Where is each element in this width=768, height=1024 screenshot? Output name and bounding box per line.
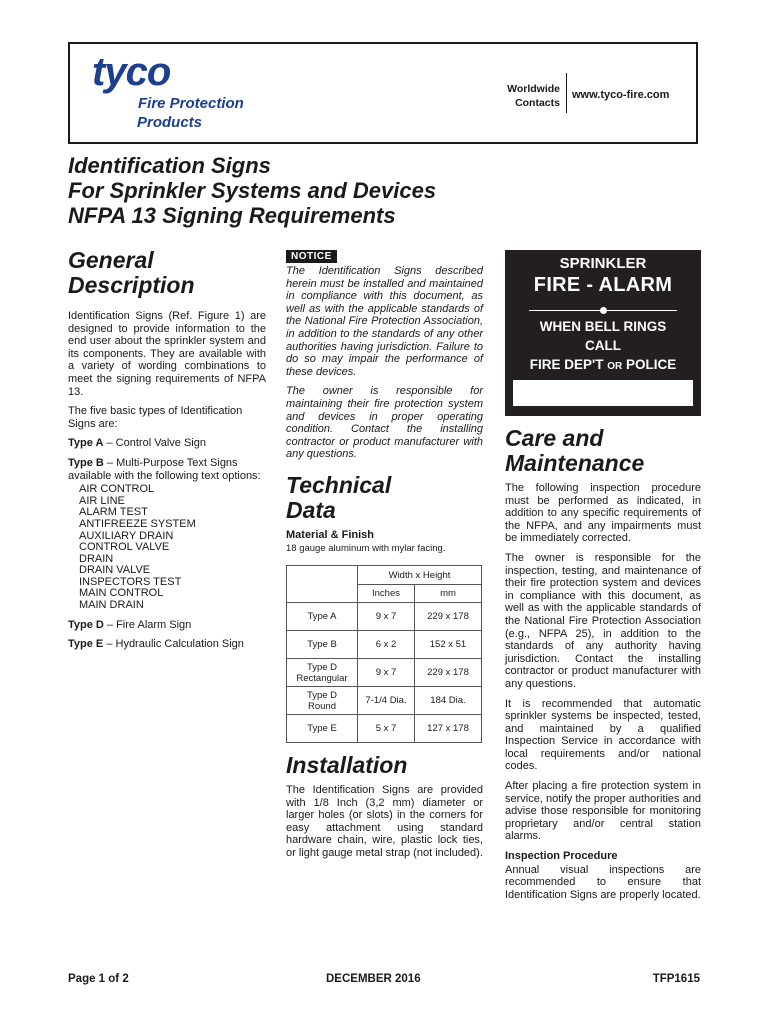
care-maintenance-heading <box>505 426 701 476</box>
installation-heading: Installation <box>286 752 408 779</box>
text-options-list <box>79 484 266 612</box>
title-line-2: For Sprinkler Systems and Devices <box>68 178 437 203</box>
sign-blank-panel <box>513 380 693 406</box>
logo-line-1: Fire Protection <box>138 95 244 112</box>
column-middle <box>286 250 483 867</box>
heading-line-1: Technical <box>286 471 392 498</box>
table-cell-mm: 184 Dia. <box>415 687 482 715</box>
notice-para-2: The owner is responsible for maintaining their fire protection system and devices in proper operating condition. Contact the installing contractor or product manufacturer with any questions. <box>286 385 483 461</box>
header-divider <box>566 73 567 113</box>
heading-line-1: General <box>68 247 154 273</box>
table-row <box>287 631 482 659</box>
type-e-line <box>68 638 266 651</box>
sign-line-3: WHEN BELL RINGS <box>539 319 667 334</box>
type-b-label: Type B <box>68 456 104 469</box>
type-a-label: Type A <box>68 437 104 450</box>
table-cell-mm: 127 x 178 <box>415 715 482 743</box>
table-group-header: Width x Height <box>358 566 482 585</box>
type-d-text: – Fire Alarm Sign <box>103 618 192 631</box>
sign-text-fire-dept: FIRE DEP'T <box>529 357 608 372</box>
column-right <box>505 250 701 908</box>
table-header-mm: mm <box>415 585 482 603</box>
sign-text-police: POLICE <box>622 357 677 372</box>
footer-page: Page 1 of 2 <box>68 973 129 985</box>
list-item: DRAIN <box>79 552 114 565</box>
notice-tag: NOTICE <box>286 250 337 263</box>
footer-date: DECEMBER 2016 <box>326 973 421 985</box>
table-row <box>287 603 482 631</box>
table-row <box>287 566 482 585</box>
table-corner-cell <box>287 566 358 603</box>
list-item: AIR LINE <box>79 494 125 507</box>
heading-line-2: Data <box>286 496 336 523</box>
list-item: DRAIN VALVE <box>79 564 151 577</box>
logo-line-2: Products <box>137 114 203 131</box>
sign-line-2: FIRE - ALARM <box>533 274 673 296</box>
care-para-1: The following inspection procedure must be performed as indicated, in addition to any specific requirements of the NFPA, and any impairments must be immediately corrected. <box>505 482 701 545</box>
care-para-3: It is recommended that automatic sprinkler systems be inspected, tested, and maintained by a qualified Inspection Service in accordance with local requirements and/or national codes. <box>505 697 701 773</box>
table-cell-inches: 5 x 7 <box>358 715 415 743</box>
website-link[interactable]: www.tyco-fire.com <box>572 89 670 101</box>
type-d-label: Type D <box>68 618 104 631</box>
table-cell-inches: 9 x 7 <box>358 603 415 631</box>
table-cell-type: Type B <box>287 631 358 659</box>
notice-para-1: The Identification Signs described herein must be installed and maintained in compliance with this document, as well as with the applicable standards of the National Fire Protection Association, in addition to the standards of any other authorities having jurisdiction. Failure to do so may impair the performance of these devices. <box>286 265 483 378</box>
footer-code: TFP1615 <box>652 973 700 985</box>
worldwide-contacts-label <box>490 82 560 110</box>
type-d-line <box>68 619 266 632</box>
care-para-4: After placing a fire protection system in service, notify the proper authorities and advise those responsible for monitoring proprietary and/or central station alarms. <box>505 780 701 843</box>
table-cell-mm: 229 x 178 <box>415 603 482 631</box>
general-para-1: Identification Signs (Ref. Figure 1) are designed to provide information to the end user about the sprinkler system and its components. They are available with a variety of wording combinations to meet the signing requirements of NFPA 13. <box>68 310 266 398</box>
list-item: INSPECTORS TEST <box>79 575 182 588</box>
table-header-inches: Inches <box>358 585 415 603</box>
title-line-3: NFPA 13 Signing Requirements <box>68 203 396 228</box>
dimensions-table <box>286 565 482 743</box>
header-box <box>68 42 698 144</box>
list-item: ALARM TEST <box>79 506 148 519</box>
type-a-text: – Control Valve Sign <box>103 437 206 450</box>
list-item: MAIN CONTROL <box>79 587 164 600</box>
material-finish-heading: Material & Finish <box>286 528 375 541</box>
logo-subtitle <box>138 94 244 132</box>
worldwide-line-1: Worldwide <box>507 83 560 95</box>
table-row <box>287 715 482 743</box>
care-para-5: Annual visual inspections are recommended to ensure that Identification Signs are properly located. <box>505 863 701 901</box>
technical-data-heading <box>286 473 483 523</box>
general-para-2: The five basic types of Identification Signs are: <box>68 405 243 430</box>
type-e-text: – Hydraulic Calculation Sign <box>103 638 244 651</box>
table-cell-type: Type A <box>287 603 358 631</box>
type-e-label: Type E <box>68 638 104 651</box>
type-b-line <box>68 457 266 482</box>
installation-para: The Identification Signs are provided with 1/8 Inch (3,2 mm) diameter or larger holes (or slots) in the corners for easy attachment using standard hardware chain, wire, plastic lock ties, or light gauge metal strap (not included). <box>286 784 483 860</box>
table-cell-mm: 152 x 51 <box>415 631 482 659</box>
document-title <box>68 153 436 228</box>
title-line-1: Identification Signs <box>68 153 271 178</box>
table-cell-type: Type E <box>287 715 358 743</box>
table-cell-mm: 229 x 178 <box>415 659 482 687</box>
general-description-heading <box>68 248 266 298</box>
table-row <box>287 659 482 687</box>
table-cell-type: Type D Rectangular <box>287 659 358 687</box>
table-cell-type: Type D Round <box>287 687 358 715</box>
column-left <box>68 248 266 658</box>
table-cell-inches: 7-1/4 Dia. <box>358 687 415 715</box>
heading-line-2: Maintenance <box>505 450 645 476</box>
sign-line-4: CALL <box>585 338 621 353</box>
table-cell-inches: 9 x 7 <box>358 659 415 687</box>
sign-line-1: SPRINKLER <box>559 255 647 272</box>
list-item: AIR CONTROL <box>79 483 155 496</box>
type-b-text: – Multi-Purpose Text Signs available with the following text options: <box>68 456 261 482</box>
list-item: CONTROL VALVE <box>79 541 170 554</box>
sign-text-or: OR <box>607 361 623 372</box>
table-row <box>287 687 482 715</box>
inspection-procedure-heading: Inspection Procedure <box>505 850 618 863</box>
sign-divider-dot <box>600 307 607 314</box>
material-text: 18 gauge aluminum with mylar facing. <box>286 542 446 554</box>
worldwide-line-2: Contacts <box>515 97 560 109</box>
heading-line-2: Description <box>68 272 195 298</box>
list-item: ANTIFREEZE SYSTEM <box>79 517 196 530</box>
heading-line-1: Care and <box>505 425 604 451</box>
sign-line-5 <box>505 359 701 374</box>
list-item: AUXILIARY DRAIN <box>79 529 174 542</box>
care-para-2: The owner is responsible for the inspection, testing, and maintenance of their fire protection system and devices in compliance with this document, as well as with the applicable standards of the National Fire Protection Association (e.g., NFPA 25), in addition to the standards of any authority having jurisdiction. Contact the installing contractor or product manufacturer with any questions. <box>505 551 701 690</box>
type-a-line <box>68 437 266 450</box>
table-cell-inches: 6 x 2 <box>358 631 415 659</box>
fire-alarm-sign-figure <box>505 250 701 416</box>
list-item: MAIN DRAIN <box>79 599 144 612</box>
tyco-logo: tyco <box>92 50 171 94</box>
